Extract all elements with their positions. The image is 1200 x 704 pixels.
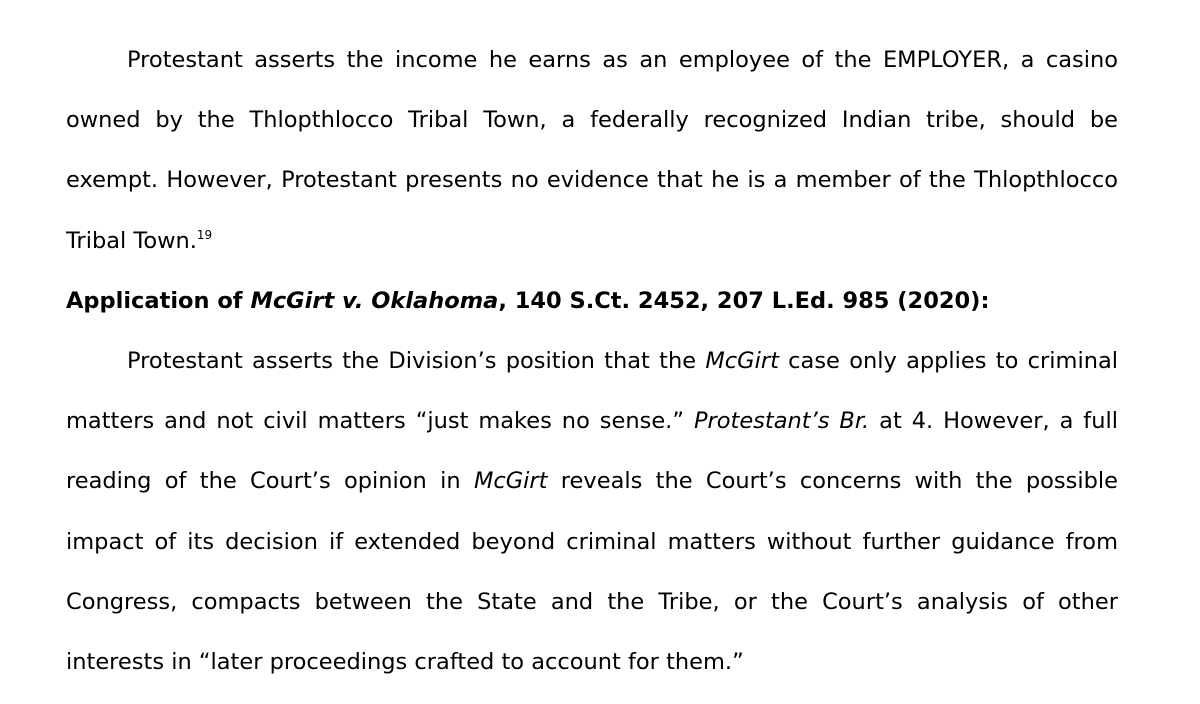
paragraph-text: at 4. However, a full reading of the Court’s opinion in xyxy=(66,408,1118,495)
paragraph-text: case only applies to criminal matters and not civil matters “just makes no sense.” xyxy=(66,348,1118,435)
case-citation: , 140 S.Ct. 2452, 207 L.Ed. 985 (2020): xyxy=(498,287,990,314)
section-heading xyxy=(66,271,1118,331)
heading-prefix: Application of xyxy=(66,287,251,314)
body-paragraph-exemption xyxy=(66,30,1118,271)
paragraph-text: Protestant asserts the Division’s position that the xyxy=(127,348,706,375)
footnote-marker: 19 xyxy=(196,227,213,242)
body-paragraph-mcgirt xyxy=(66,331,1118,692)
case-reference: McGirt xyxy=(473,468,548,495)
case-reference: McGirt xyxy=(705,348,779,375)
document-page xyxy=(66,30,1118,692)
paragraph-text: reveals the Court’s concerns with the possible impact of its decision if extended beyond criminal matters without further guidance from Congress, compacts between the State and the Tribe, or the Court’s analysis of other interests in “later proceedings crafted to account for them.” xyxy=(66,468,1118,676)
brief-reference: Protestant’s Br. xyxy=(693,408,870,435)
paragraph-text: Protestant asserts the income he earns as an employee of the EMPLOYER, a casino owned by the Thlopthlocco Tribal Town, a federally recognized Indian tribe, should be exempt. However, Protestant presents no evidence that he is a member of the Thlopthlocco Tribal Town. xyxy=(66,47,1118,254)
case-name: McGirt v. Oklahoma xyxy=(250,287,499,314)
